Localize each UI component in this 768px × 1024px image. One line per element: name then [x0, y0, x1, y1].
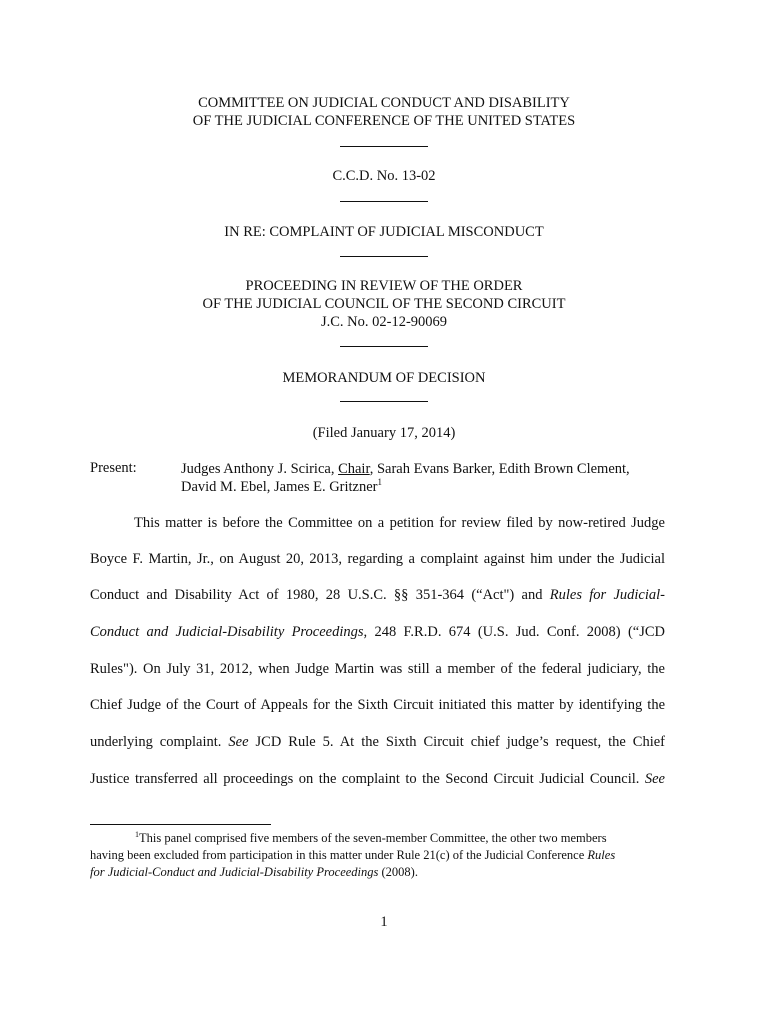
body-text: JCD Rule 5. At the Sixth Circuit chief judge’s request, the Chief [248, 734, 665, 750]
body-line [90, 734, 665, 751]
body-line: This matter is before the Committee on a petition for review filed by now-retired Judge [134, 515, 665, 531]
filed-date: (Filed January 17, 2014) [312, 425, 456, 441]
proceeding-line1: PROCEEDING IN REVIEW OF THE ORDER [245, 278, 523, 294]
proceeding-line2: OF THE JUDICIAL COUNCIL OF THE SECOND CIRCUIT [202, 296, 566, 312]
present-judges-line2 [181, 478, 701, 496]
committee-heading [0, 94, 768, 130]
memo-title: MEMORANDUM OF DECISION [282, 370, 486, 386]
body-text: Conduct and Disability Act of 1980, 28 U.S.C. §§ 351-364 (“Act") and [90, 587, 550, 603]
rules-citation: Rules for Judicial- [549, 587, 665, 603]
rules-citation: Conduct and Judicial-Disability Proceedings [90, 624, 364, 640]
chair-designation: Chair [338, 461, 370, 477]
footnote-text: This panel comprised five members of the seven-member Committee, the other two members [139, 831, 607, 845]
body-text: underlying complaint. [90, 734, 229, 750]
committee-heading-line1: COMMITTEE ON JUDICIAL CONDUCT AND DISABILITY [198, 95, 570, 111]
footnote-text: having been excluded from participation in this matter under Rule 21(c) of the Judicial Conference [90, 848, 588, 862]
present-judges-line1 [181, 460, 701, 478]
footnote-text: (2008). [378, 865, 418, 879]
judges-text: David M. Ebel, James E. Gritzner [181, 479, 378, 495]
body-line: Chief Judge of the Court of Appeals for the Sixth Circuit initiated this matter by identifying the [90, 697, 665, 713]
body-text: , 248 F.R.D. 674 (U.S. Jud. Conf. 2008) (“JCD [363, 624, 665, 640]
footnote-separator [90, 824, 271, 825]
body-line [90, 771, 665, 788]
body-text: Justice transferred all proceedings on the complaint to the Second Circuit Judicial Council. [90, 771, 645, 787]
separator-rule [0, 389, 768, 407]
in-re-caption: IN RE: COMPLAINT OF JUDICIAL MISCONDUCT [224, 224, 544, 240]
body-line [90, 624, 665, 641]
separator-rule [0, 189, 768, 207]
jc-number: J.C. No. 02-12-90069 [320, 314, 448, 330]
judges-text: , Sarah Evans Barker, Edith Brown Clement, [369, 461, 630, 477]
separator-rule [0, 134, 768, 152]
body-line [90, 587, 665, 604]
see-signal: See [228, 734, 249, 750]
page-number: 1 [380, 914, 388, 930]
footnote-line [90, 864, 667, 881]
proceeding-caption [0, 277, 768, 331]
body-line: Rules"). On July 31, 2012, when Judge Martin was still a member of the federal judiciary, the [90, 661, 665, 677]
judges-text: Judges Anthony J. Scirica, [181, 461, 339, 477]
separator-rule [0, 244, 768, 262]
committee-heading-line2: OF THE JUDICIAL CONFERENCE OF THE UNITED STATES [192, 113, 576, 129]
present-judges [181, 460, 701, 496]
see-signal: See [644, 771, 665, 787]
footnote-reference[interactable]: 1 [377, 477, 383, 488]
footnote-citation: for Judicial-Conduct and Judicial-Disability Proceedings [90, 865, 379, 879]
footnote-line [90, 847, 667, 864]
present-label: Present: [90, 460, 137, 476]
footnote-mark: 1 [135, 829, 139, 839]
case-number: C.C.D. No. 13-02 [332, 168, 436, 184]
footnote-citation: Rules [587, 848, 616, 862]
separator-rule [0, 334, 768, 352]
footnote-line [135, 830, 667, 847]
body-line: Boyce F. Martin, Jr., on August 20, 2013, regarding a complaint against him under the Judicial [90, 551, 665, 567]
